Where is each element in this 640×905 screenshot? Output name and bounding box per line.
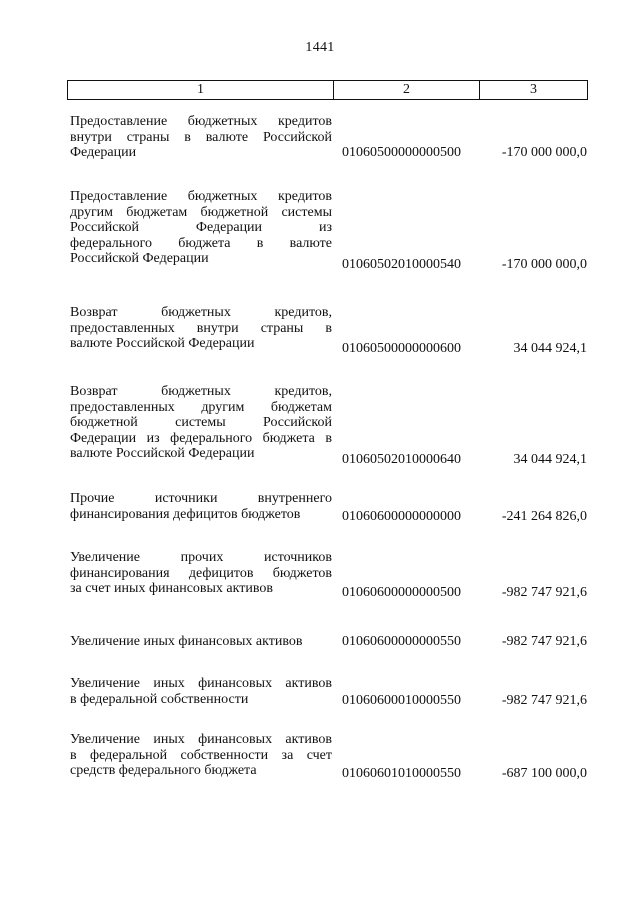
header-col-3: 3 <box>530 82 537 97</box>
description-line: внутри страны в валюте Российской <box>70 129 332 145</box>
description-line: Российской Федерации из <box>70 220 332 235</box>
row-description <box>70 384 332 462</box>
row-description <box>70 634 332 650</box>
row-code: 01060502010000640 <box>342 452 461 467</box>
row-amount: 34 044 924,1 <box>513 452 587 467</box>
row-amount: -982 747 921,6 <box>501 634 587 649</box>
description-line: предоставленных другим бюджетам <box>70 399 332 415</box>
row-description <box>70 114 332 161</box>
table-header <box>67 80 588 100</box>
description-line: бюджетной системы Российской <box>70 415 332 430</box>
row-amount: -241 264 826,0 <box>501 509 587 524</box>
row-amount: -170 000 000,0 <box>501 145 587 160</box>
description-line: Федерации из федерального бюджета в <box>70 430 332 446</box>
row-amount: -170 000 000,0 <box>501 257 587 272</box>
description-line: в федеральной собственности за счет <box>70 747 332 763</box>
row-description <box>70 732 332 779</box>
description-line: предоставленных внутри страны в <box>70 320 332 336</box>
description-line: Российской Федерации <box>70 251 209 266</box>
description-line: Возврат бюджетных кредитов, <box>70 305 332 320</box>
description-line: Увеличение иных финансовых активов <box>70 676 332 691</box>
header-col-1: 1 <box>68 81 334 99</box>
description-line: за счет иных финансовых активов <box>70 581 273 596</box>
row-description <box>70 189 332 267</box>
description-line: Увеличение прочих источников <box>70 550 332 565</box>
description-line: финансирования дефицитов бюджетов <box>70 565 332 581</box>
description-line: Увеличение иных финансовых активов <box>70 634 303 649</box>
description-line: Возврат бюджетных кредитов, <box>70 384 332 399</box>
row-code: 01060502010000540 <box>342 257 461 272</box>
row-description <box>70 676 332 707</box>
description-line: Федерации <box>70 145 137 160</box>
row-amount: 34 044 924,1 <box>513 341 587 356</box>
row-amount: -982 747 921,6 <box>501 693 587 708</box>
description-line: средств федерального бюджета <box>70 763 257 778</box>
row-code: 01060600000000000 <box>342 509 461 524</box>
description-line: валюте Российской Федерации <box>70 336 255 351</box>
description-line: в федеральной собственности <box>70 691 249 707</box>
row-code: 01060601010000550 <box>342 766 461 781</box>
row-amount: -687 100 000,0 <box>501 766 587 781</box>
row-code: 01060600000000500 <box>342 585 461 600</box>
description-line: Прочие источники внутреннего <box>70 491 332 506</box>
header-col-2: 2 <box>334 81 480 99</box>
row-amount: -982 747 921,6 <box>501 585 587 600</box>
row-code: 01060500000000600 <box>342 341 461 356</box>
description-line: финансирования дефицитов бюджетов <box>70 506 301 522</box>
row-code: 01060600010000550 <box>342 693 461 708</box>
row-description <box>70 491 332 522</box>
page-number: 1441 <box>305 40 335 55</box>
row-code: 01060600000000550 <box>342 634 461 649</box>
description-line: Предоставление бюджетных кредитов <box>70 114 332 129</box>
description-line: федерального бюджета в валюте <box>70 235 332 251</box>
description-line: Увеличение иных финансовых активов <box>70 732 332 747</box>
description-line: валюте Российской Федерации <box>70 446 255 461</box>
row-description <box>70 305 332 352</box>
row-code: 01060500000000500 <box>342 145 461 160</box>
row-description <box>70 550 332 597</box>
description-line: другим бюджетам бюджетной системы <box>70 204 332 220</box>
description-line: Предоставление бюджетных кредитов <box>70 189 332 204</box>
